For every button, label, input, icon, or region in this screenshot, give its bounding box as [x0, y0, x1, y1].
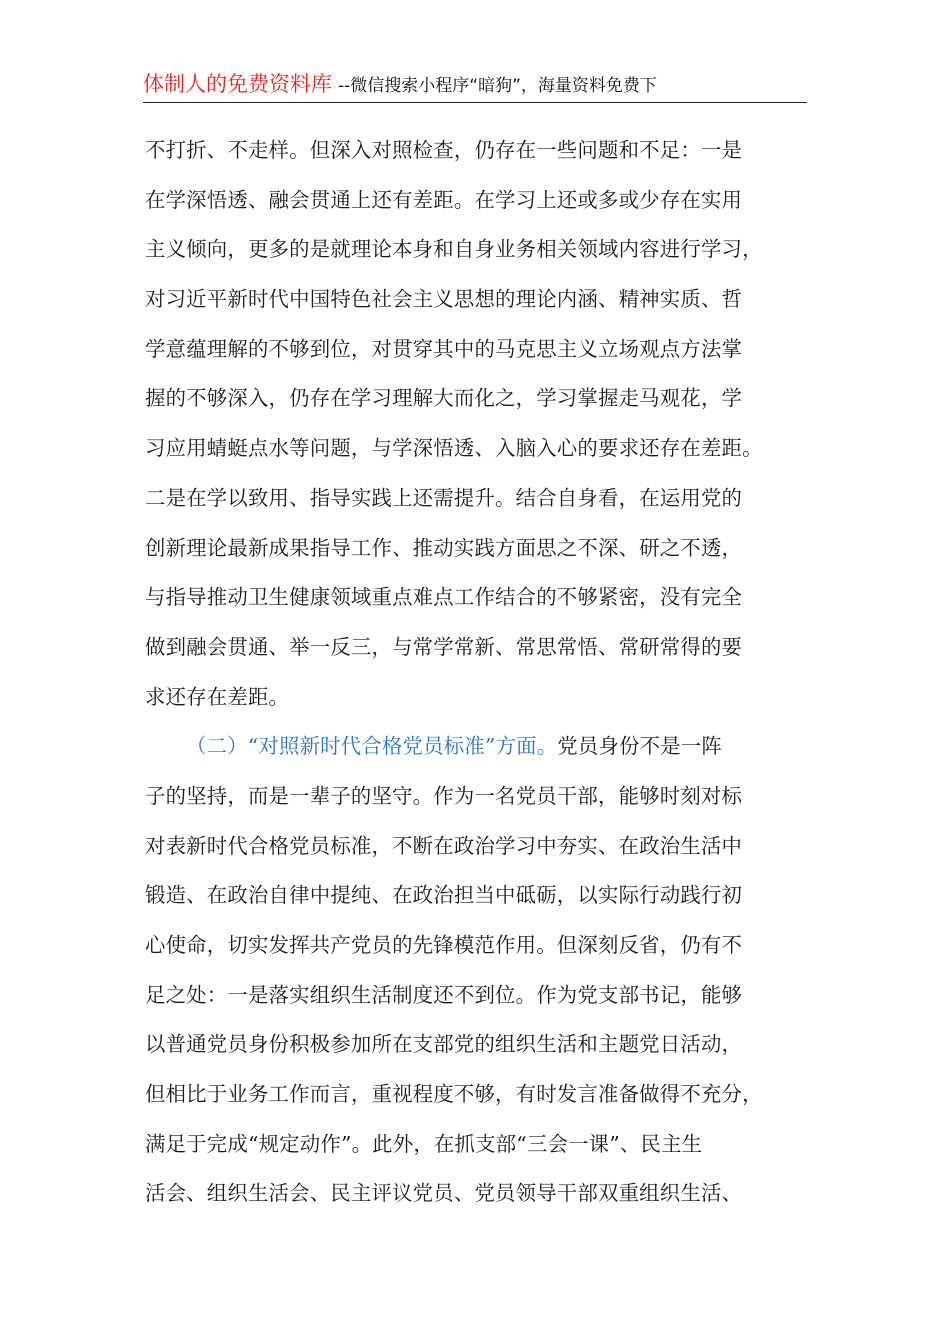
text-line: 与指导推动卫生健康领域重点难点工作结合的不够紧密，没有完全	[145, 585, 743, 610]
text-line: 求还存在差距。	[145, 684, 290, 709]
document-body	[145, 126, 813, 1219]
text-line: 活会、组织生活会、民主评议党员、党员领导干部双重组织生活、	[145, 1181, 743, 1206]
text-line: 锻造、在政治自律中提纯、在政治担当中砥砺，以实际行动践行初	[145, 883, 743, 908]
text-line: 习应用蜻蜓点水等问题，与学深悟透、入脑入心的要求还存在差距。	[145, 436, 763, 461]
text-line: 心使命，切实发挥共产党员的先锋模范作用。但深刻反省，仍有不	[145, 933, 743, 957]
text-line: 二是在学以致用、指导实践上还需提升。结合自身看，在运用党的	[145, 485, 743, 510]
text-line: 满足于完成“规定动作”。此外，在抓支部“三会一课”、民主生	[145, 1131, 703, 1156]
text-line: 学意蕴理解的不够到位，对贯穿其中的马克思主义立场观点方法掌	[145, 336, 743, 361]
text-line: 不打折、不走样。但深入对照检查，仍存在一些问题和不足：一是	[145, 138, 743, 162]
section-2-first-line	[145, 722, 813, 772]
text-line: 主义倾向，更多的是就理论本身和自身业务相关领域内容进行学习，	[145, 237, 763, 262]
section-2-heading: （二）“对照新时代合格党员标准”方面。	[186, 734, 558, 759]
text-line: 做到融会贯通、举一反三，与常学常新、常思常悟、常研常得的要	[145, 634, 743, 659]
text-line: 握的不够深入，仍存在学习理解大而化之，学习掌握走马观花，学	[145, 386, 743, 411]
header-brand: 体制人的免费资料库	[143, 72, 332, 96]
text-line: 在学深悟透、融会贯通上还有差距。在学习上还或多或少存在实用	[145, 187, 743, 212]
header-note: --微信搜索小程序“暗狗”，海量资料免费下	[338, 76, 657, 96]
text-line: 子的坚持，而是一辈子的坚守。作为一名党员干部，能够时刻对标	[145, 783, 743, 808]
text-line: 但相比于业务工作而言，重视程度不够，有时发言准备做得不充分，	[145, 1082, 763, 1107]
text-line: 对习近平新时代中国特色社会主义思想的理论内涵、精神实质、哲	[145, 287, 743, 312]
section-2-first-line-text: 党员身份不是一阵	[557, 734, 723, 759]
text-line: 足之处：一是落实组织生活制度还不到位。作为党支部书记，能够	[145, 982, 743, 1007]
text-line: 以普通党员身份积极参加所在支部党的组织生活和主题党日活动，	[145, 1032, 743, 1057]
text-line: 对表新时代合格党员标准，不断在政治学习中夯实、在政治生活中	[145, 833, 743, 858]
text-line: 创新理论最新成果指导工作、推动实践方面思之不深、研之不透，	[145, 535, 743, 560]
page-header	[143, 68, 807, 103]
